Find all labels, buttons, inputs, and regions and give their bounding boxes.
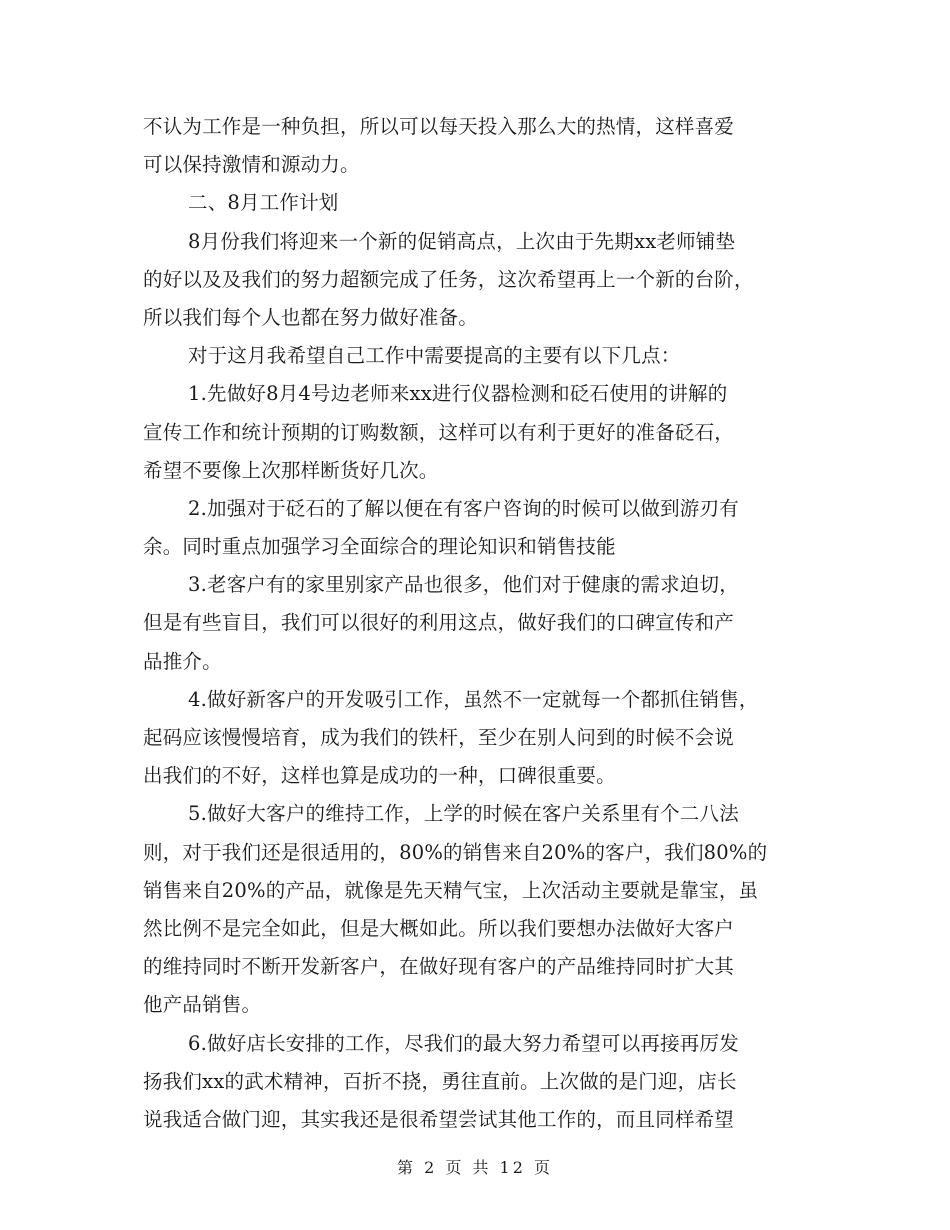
text-line: 2.加强对于砭石的了解以便在有客户咨询的时候可以做到游刃有 xyxy=(188,496,739,520)
text-line: 5.做好大客户的维持工作，上学的时候在客户关系里有个二八法 xyxy=(188,802,739,826)
text-line: 品推介。 xyxy=(143,649,222,673)
text-line: 然比例不是完全如此，但是大概如此。所以我们要想办法做好大客户 xyxy=(143,916,735,940)
text-line: 扬我们xx的武术精神，百折不挠，勇往直前。上次做的是门迎，店长 xyxy=(143,1069,737,1093)
text-line: 希望不要像上次那样断货好几次。 xyxy=(143,458,439,482)
text-line: 的维持同时不断开发新客户，在做好现有客户的产品维持同时扩大其 xyxy=(143,955,735,979)
text-line: 余。同时重点加强学习全面综合的理论知识和销售技能 xyxy=(143,535,616,559)
text-line: 销售来自20%的产品，就像是先天精气宝，上次活动主要就是靠宝，虽 xyxy=(143,878,759,902)
text-line: 则，对于我们还是很适用的，80%的销售来自20%的客户，我们80%的 xyxy=(143,840,768,864)
text-line: 4.做好新客户的开发吸引工作，虽然不一定就每一个都抓住销售， xyxy=(188,687,759,711)
page-number-footer: 第 2 页 共 12 页 xyxy=(397,1158,553,1177)
text-line: 对于这月我希望自己工作中需要提高的主要有以下几点： xyxy=(188,344,681,368)
text-line: 所以我们每个人也都在努力做好准备。 xyxy=(143,305,478,329)
text-line: 他产品销售。 xyxy=(143,993,262,1017)
text-line: 宣传工作和统计预期的订购数额，这样可以有利于更好的准备砭石， xyxy=(143,420,735,444)
text-line: 说我适合做门迎，其实我还是很希望尝试其他工作的，而且同样希望 xyxy=(143,1107,735,1131)
text-line: 可以保持激情和源动力。 xyxy=(143,153,360,177)
text-line: 但是有些盲目，我们可以很好的利用这点，做好我们的口碑宣传和产 xyxy=(143,611,735,635)
text-line: 3.老客户有的家里别家产品也很多，他们对于健康的需求迫切， xyxy=(188,573,739,597)
document-body xyxy=(143,108,813,1139)
text-line: 的好以及及我们的努力超额完成了任务，这次希望再上一个新的台阶， xyxy=(143,267,754,291)
text-line: 8月份我们将迎来一个新的促销高点，上次由于先期xx老师铺垫 xyxy=(188,229,736,253)
text-line: 出我们的不好，这样也算是成功的一种，口碑很重要。 xyxy=(143,764,616,788)
text-line: 1.先做好8月4号边老师来xx进行仪器检测和砭石使用的讲解的 xyxy=(188,382,728,406)
text-line: 二、8月工作计划 xyxy=(188,191,339,215)
text-line: 6.做好店长安排的工作，尽我们的最大努力希望可以再接再厉发 xyxy=(188,1031,739,1055)
text-line: 起码应该慢慢培育，成为我们的铁杆，至少在别人问到的时候不会说 xyxy=(143,726,735,749)
text-line: 不认为工作是一种负担，所以可以每天投入那么大的热情，这样喜爱 xyxy=(143,115,735,138)
